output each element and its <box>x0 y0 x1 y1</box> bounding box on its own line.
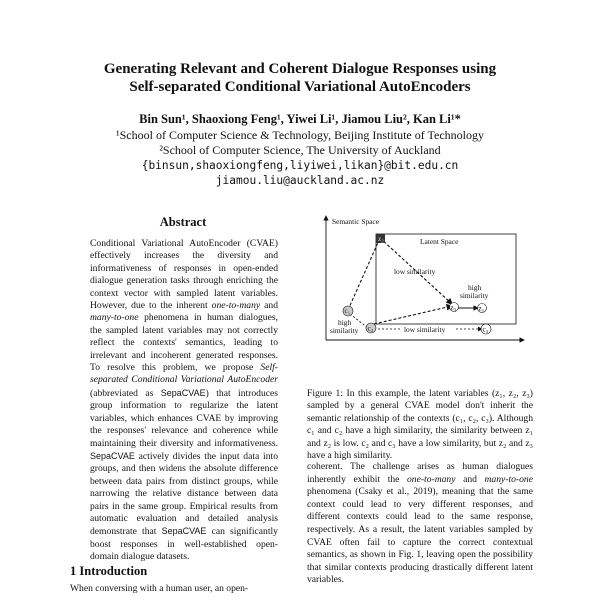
affiliation-1: ¹School of Computer Science & Technology, Beijing Institute of Technology <box>116 128 484 142</box>
z1-label: z₁ <box>478 303 485 313</box>
abstract-text: phenomena in human dialogues, the sampled latent variables may not correctly reflect the contexts' semantics, leading to irrelevant and incoherent generated responses. To resolve this problem, we propose <box>90 312 278 374</box>
model-name: SepaCVAE <box>90 450 135 461</box>
high-similarity-left-label: high <box>338 318 352 327</box>
author-list: Bin Sun¹, Shaoxiong Feng¹, Yiwei Li¹, Jiamou Liu², Kan Li¹* <box>139 112 461 126</box>
intro-paragraph: When conversing with a human user, an open- <box>70 583 249 594</box>
abstract-emphasis: Self-separated Conditional Variational AutoEncoder <box>90 362 278 386</box>
paper-title <box>60 60 540 96</box>
high-similarity-right-label-2: similarity <box>460 291 489 300</box>
z1-z2-link <box>348 238 380 310</box>
body-text: phenomena (Csaky et al., 2019), meaning that the same context could lead to very different responses, and different contexts could lead to the same response, respectively. As a result, the latent variables sampled by CVAE often fail to capture the correct contextual semantics, as shown in Fig. 1, leaving open the possibility that similar contexts producing drastically different latent variables. <box>307 486 533 586</box>
abstract-text: ) that introduces group information to regularize the latent variables, which enhances CVAE by improving the responses' relevance and coherence while maintaining their diversity and informativeness. <box>90 387 278 449</box>
right-column-body <box>307 461 533 587</box>
abstract-text: Conditional Variational AutoEncoder (CVAE) effectively increases the diversity and informativeness of responses in open-ended dialogue generation tasks through enriching the context vector with sampled latent variables. However, due to the inherent <box>90 238 278 312</box>
semantic-space-label: Semantic Space <box>332 217 379 226</box>
abstract-text: actively divides the input data into groups, and then widens the absolute difference between data pairs from distinct groups, while narrowing the relative distance between data pairs in the same group. Empirical results from automatic evaluation and detailed analysis demonstrate that <box>90 450 278 538</box>
latent-space-label: Latent Space <box>420 237 459 246</box>
high-similarity-right-label: high <box>468 283 482 292</box>
abstract-text: (abbreviated as <box>90 387 161 399</box>
figure-1-diagram <box>310 212 530 347</box>
body-text: coherent. The challenge arises as human dialogues inherently exhibit the <box>307 461 533 485</box>
low-similarity-bottom-label: low similarity <box>404 325 446 334</box>
abstract-paragraph <box>90 238 278 564</box>
low-similarity-top-label: low similarity <box>394 267 436 276</box>
title-line-2: Self-separated Conditional Variational AutoEncoders <box>129 79 471 95</box>
body-emphasis: one-to-many <box>407 473 456 485</box>
z3-label: z₃ <box>450 302 457 312</box>
latent-space-box <box>376 234 516 324</box>
email-line-2: jiamou.liu@auckland.ac.nz <box>215 174 385 187</box>
model-name: SepaCVAE <box>161 526 207 537</box>
abstract-emphasis: one-to-many <box>211 300 261 312</box>
body-text: and <box>455 473 485 485</box>
abstract-emphasis: many-to-one <box>90 312 139 324</box>
z2-label: z₂ <box>378 234 384 243</box>
title-line-1: Generating Relevant and Coherent Dialogue Responses using <box>103 61 497 77</box>
model-name: SepaCVAE <box>160 387 206 398</box>
body-emphasis: many-to-one <box>484 473 533 485</box>
section-heading-introduction: 1 Introduction <box>70 564 148 578</box>
c3-label: c₃ <box>482 324 489 334</box>
c2-z3-link <box>374 306 452 324</box>
high-similarity-left-label-2: similarity <box>330 326 359 335</box>
abstract-body <box>90 238 278 564</box>
email-line-1: {binsun,shaoxiongfeng,liyiwei,likan}@bit.edu.cn <box>141 159 459 172</box>
abstract-text: can significantly boost responses in well-established open-domain dialogue datasets. <box>90 526 278 563</box>
figure-1-caption: Figure 1: In this example, the latent variables (z₁, z₂, z₃) sampled by a general CVAE model don't inherit the semantic relationship of the contexts (c₁, c₂, c₃). Although c₁ and c₂ have a high similarity, the similarity between z₁ and z₂ is low. c₂ and c₃ have a low similarity, but z₂ and z₃ have a high similarity. <box>307 388 533 462</box>
c2-label: c₂ <box>367 323 374 333</box>
abstract-text: and <box>260 300 278 312</box>
abstract-heading: Abstract <box>159 215 207 229</box>
body-paragraph <box>307 461 533 587</box>
affiliation-2: ²School of Computer Science, The University of Auckland <box>159 143 441 157</box>
c1-label: c₁ <box>344 306 351 315</box>
